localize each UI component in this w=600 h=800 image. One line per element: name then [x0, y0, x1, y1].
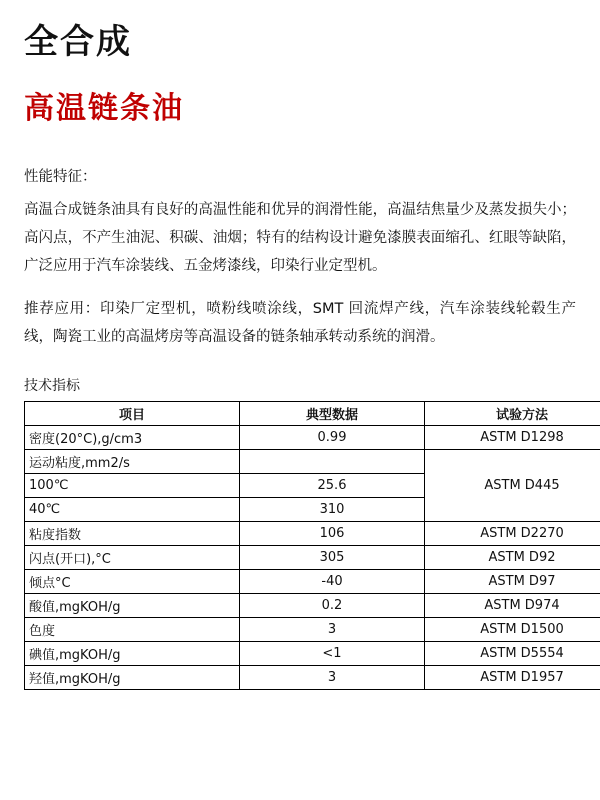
- cell-method: ASTM D2270: [425, 522, 600, 546]
- column-header-method: 试验方法: [425, 402, 600, 426]
- cell-method: ASTM D1500: [425, 618, 600, 642]
- cell-item: 闪点(开口),°C: [25, 546, 240, 570]
- table-row: [25, 618, 600, 642]
- performance-paragraph: 高温合成链条油具有良好的高温性能和优异的润滑性能，高温结焦量少及蒸发损失小；高闪点，不产生油泥、积碳、油烟；特有的结构设计避免漆膜表面缩孔、红眼等缺陷，广泛应用于汽车涂装线、五金烤漆线，印染行业定型机。: [24, 201, 576, 275]
- cell-value: 106: [240, 522, 425, 546]
- cell-value: [240, 450, 425, 474]
- cell-item: 粘度指数: [25, 522, 240, 546]
- table-row: [25, 426, 600, 450]
- column-header-value: 典型数据: [240, 402, 425, 426]
- column-header-item: 项目: [25, 402, 240, 426]
- table-row: [25, 570, 600, 594]
- cell-value: 0.99: [240, 426, 425, 450]
- cell-item: 羟值,mgKOH/g: [25, 666, 240, 690]
- table-row: [25, 594, 600, 618]
- cell-value: -40: [240, 570, 425, 594]
- performance-label: 性能特征：: [24, 168, 97, 185]
- recommendation-paragraph: 推荐应用：印染厂定型机，喷粉线喷涂线，SMT 回流焊产线，汽车涂装线轮毂生产线，陶瓷工业的高温烤房等高温设备的链条轴承转动系统的润滑。: [24, 300, 576, 345]
- cell-item: 密度(20°C),g/cm3: [25, 426, 240, 450]
- table-header-row: [25, 402, 600, 426]
- cell-value: <1: [240, 642, 425, 666]
- cell-item: 色度: [25, 618, 240, 642]
- table-row: [25, 642, 600, 666]
- cell-item: 100℃: [25, 474, 240, 498]
- table-row: [25, 522, 600, 546]
- cell-method: ASTM D97: [425, 570, 600, 594]
- spec-table: [24, 401, 600, 690]
- table-row: [25, 666, 600, 690]
- cell-value: 3: [240, 666, 425, 690]
- cell-method: ASTM D1298: [425, 426, 600, 450]
- cell-method: ASTM D5554: [425, 642, 600, 666]
- page-title: 全合成: [24, 22, 132, 62]
- cell-value: 25.6: [240, 474, 425, 498]
- cell-value: 310: [240, 498, 425, 522]
- cell-value: 3: [240, 618, 425, 642]
- cell-method: ASTM D445: [425, 450, 600, 522]
- cell-item: 酸值,mgKOH/g: [25, 594, 240, 618]
- cell-value: 305: [240, 546, 425, 570]
- tech-spec-label: 技术指标: [24, 378, 80, 395]
- cell-item: 倾点°C: [25, 570, 240, 594]
- table-row: [25, 546, 600, 570]
- cell-item: 碘值,mgKOH/g: [25, 642, 240, 666]
- cell-method: ASTM D92: [425, 546, 600, 570]
- cell-method: ASTM D974: [425, 594, 600, 618]
- cell-item: 运动粘度,mm2/s: [25, 450, 240, 474]
- cell-method: ASTM D1957: [425, 666, 600, 690]
- table-row: [25, 450, 600, 474]
- product-name-heading: 高温链条油: [24, 90, 184, 126]
- cell-value: 0.2: [240, 594, 425, 618]
- cell-item: 40℃: [25, 498, 240, 522]
